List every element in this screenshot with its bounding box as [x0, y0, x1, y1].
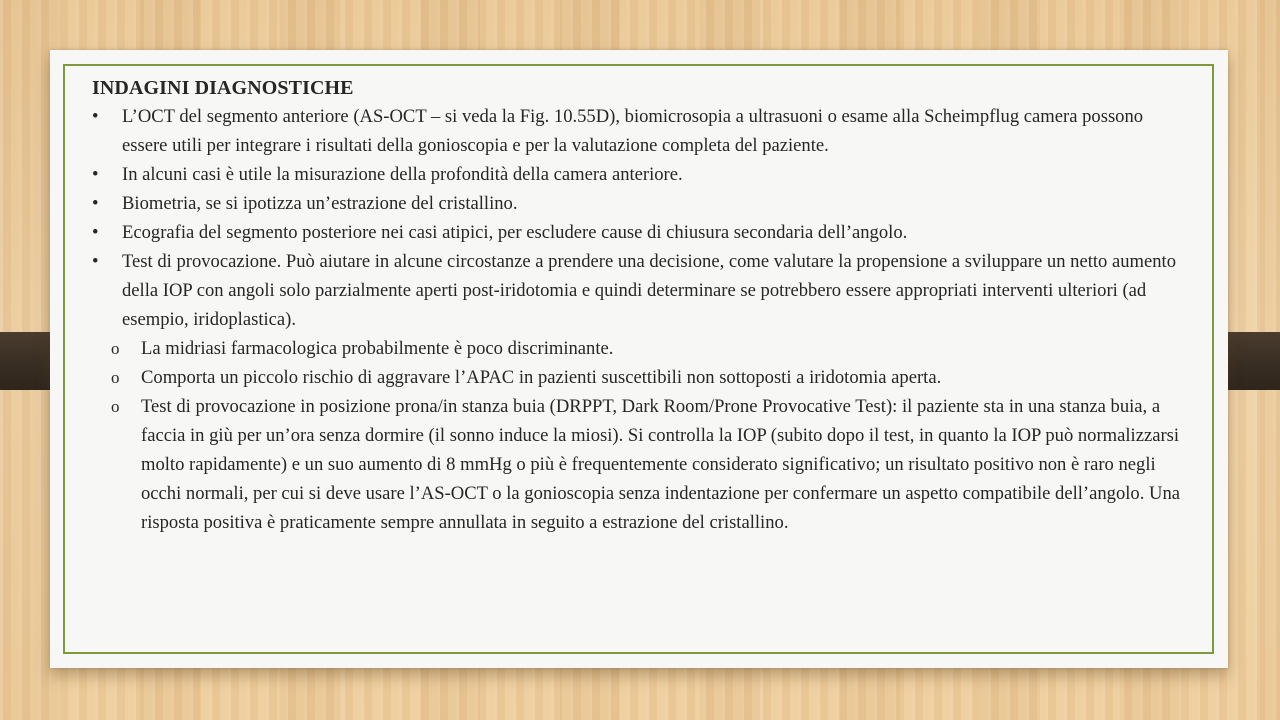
sub-bullet-text: Comporta un piccolo rischio di aggravare l’APAC in pazienti suscettibili non sottoposti a iridotomia aperta. [141, 367, 942, 388]
sub-bullet-item [111, 392, 1192, 537]
slide-paper [50, 50, 1228, 668]
sub-bullet-text: Test di provocazione in posizione prona/in stanza buia (DRPPT, Dark Room/Prone Provocative Test): il paziente sta in una stanza buia, a faccia in giù per un’ora senza dormire (il sonno induce la miosi). Si controlla la IOP (subito dopo il test, in quanto la IOP può normalizzarsi molto rapidamente) e un suo aumento di 8 mmHg o più è frequentemente considerato significativo; un risultato positivo non è raro negli occhi normali, per cui si deve usare l’AS-OCT o la gonioscopia senza indentazione per confermare un aspetto compatibile dell’angolo. Una risposta positiva è praticamente sempre annullata in seguito a estrazione del cristallino. [141, 396, 1181, 533]
bullet-item [92, 160, 1192, 189]
sub-bullet-list [92, 334, 1192, 537]
bullet-text: Ecografia del segmento posteriore nei casi atipici, per escludere cause di chiusura secondaria dell’angolo. [122, 222, 908, 243]
bullet-item [92, 189, 1192, 218]
bullet-marker: • [92, 164, 99, 185]
bullet-item [92, 218, 1192, 247]
bullet-item [92, 102, 1192, 160]
sub-bullet-text: La midriasi farmacologica probabilmente è poco discriminante. [141, 338, 614, 359]
bullet-marker: • [92, 193, 99, 214]
bullet-text: L’OCT del segmento anteriore (AS-OCT – si veda la Fig. 10.55D), biomicrosopia a ultrasuoni o esame alla Scheimpflug camera possono essere utili per integrare i risultati della gonioscopia e per la valutazione completa del paziente. [122, 106, 1144, 156]
sub-bullet-marker: o [111, 397, 120, 416]
bullet-text: Test di provocazione. Può aiutare in alcune circostanze a prendere una decisione, come valutare la propensione a sviluppare un netto aumento della IOP con angoli solo parzialmente aperti post-iridotomia e quindi determinare se potrebbero essere appropriati interventi ulteriori (ad esempio, iridoplastica). [122, 251, 1176, 330]
slide-heading: INDAGINI DIAGNOSTICHE [92, 77, 354, 99]
bullet-marker: • [92, 106, 99, 127]
bullet-marker: • [92, 222, 99, 243]
sub-bullet-item [111, 363, 1192, 392]
bullet-list [92, 102, 1192, 334]
sub-bullet-marker: o [111, 368, 120, 387]
bullet-text: Biometria, se si ipotizza un’estrazione del cristallino. [122, 193, 518, 214]
bullet-text: In alcuni casi è utile la misurazione della profondità della camera anteriore. [122, 164, 683, 185]
bullet-item [92, 247, 1192, 334]
sub-bullet-item [111, 334, 1192, 363]
bullet-marker: • [92, 251, 99, 272]
sub-bullet-marker: o [111, 339, 120, 358]
slide-content [92, 74, 1192, 537]
